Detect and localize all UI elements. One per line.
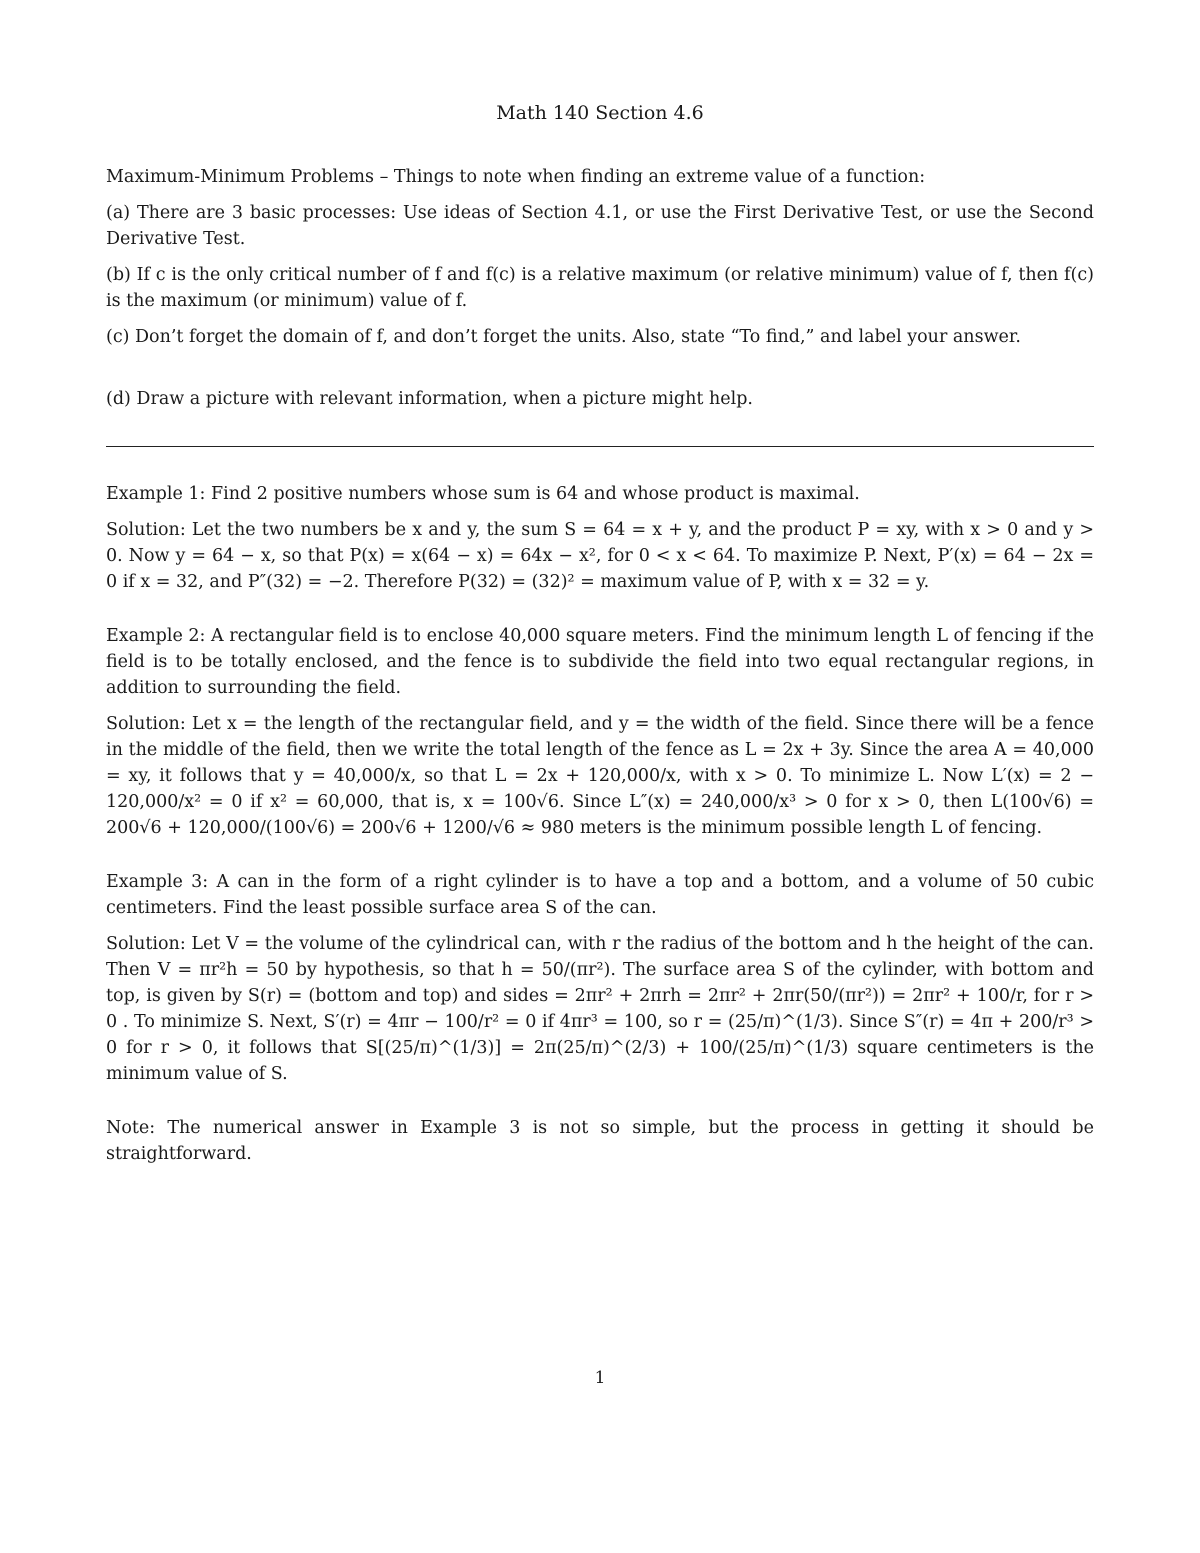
page-title: Math 140 Section 4.6	[496, 102, 704, 124]
example1-solution: Solution: Let the two numbers be x and y, the sum S = 64 = x + y, and the product P = xy, with x > 0 and y > 0. Now y = 64 − x, so that P(x) = x(64 − x) = 64x − x², for 0 < x < 64. To maximize P. Next, P′(x) = 64 − 2x = 0 if x = 32, and P″(32) = −2. Therefore P(32) = (32)² = maximum value of P, with x = 32 = y.	[106, 520, 1094, 592]
intro-heading: Maximum-Minimum Problems – Things to note when finding an extreme value of a function:	[106, 167, 926, 187]
intro-item-a: (a) There are 3 basic processes: Use ideas of Section 4.1, or use the First Derivative Test, or use the Second Derivative Test.	[106, 203, 1094, 249]
intro-item-b: (b) If c is the only critical number of f and f(c) is a relative maximum (or relative minimum) value of f, then f(c) is the maximum (or minimum) value of f.	[106, 265, 1094, 311]
closing-note: Note: The numerical answer in Example 3 is not so simple, but the process in getting it should be straightforward.	[106, 1118, 1094, 1164]
example2-solution: Solution: Let x = the length of the rectangular field, and y = the width of the field. Since there will be a fence in the middle of the field, then we write the total length of the fence as L = 2x + 3y. Since the area A = 40,000 = xy, it follows that y = 40,000/x, so that L = 2x + 120,000/x, with x > 0. To minimize L. Now L′(x) = 2 − 120,000/x² = 0 if x² = 60,000, that is, x = 100√6. Since L″(x) = 240,000/x³ > 0 for x > 0, then L(100√6) = 200√6 + 120,000/(100√6) = 200√6 + 1200/√6 ≈ 980 meters is the minimum possible length L of fencing.	[106, 714, 1094, 838]
example3-solution: Solution: Let V = the volume of the cylindrical can, with r the radius of the bottom and h the height of the can. Then V = πr²h = 50 by hypothesis, so that h = 50/(πr²). The surface area S of the cylinder, with bottom and top, is given by S(r) = (bottom and top) and sides = 2πr² + 2πrh = 2πr² + 2πr(50/(πr²)) = 2πr² + 100/r, for r > 0 . To minimize S. Next, S′(r) = 4πr − 100/r² = 0 if 4πr³ = 100, so r = (25/π)^(1/3). Since S″(r) = 4π + 200/r³ > 0 for r > 0, it follows that S[(25/π)^(1/3)] = 2π(25/π)^(2/3) + 100/(25/π)^(1/3) square centimeters is the minimum value of S.	[106, 934, 1094, 1084]
example2-problem: Example 2: A rectangular field is to enclose 40,000 square meters. Find the minimum length L of fencing if the field is to be totally enclosed, and the fence is to subdivide the field into two equal rectangular regions, in addition to surrounding the field.	[106, 626, 1094, 698]
section-divider	[106, 446, 1094, 447]
intro-item-c: (c) Don’t forget the domain of f, and don’t forget the units. Also, state “To find,” and label your answer.	[106, 327, 1021, 347]
example3-problem: Example 3: A can in the form of a right cylinder is to have a top and a bottom, and a volume of 50 cubic centimeters. Find the least possible surface area S of the can.	[106, 872, 1094, 918]
example1-problem: Example 1: Find 2 positive numbers whose sum is 64 and whose product is maximal.	[106, 484, 860, 504]
page-number: 1	[594, 1368, 606, 1388]
intro-item-d: (d) Draw a picture with relevant information, when a picture might help.	[106, 389, 753, 409]
